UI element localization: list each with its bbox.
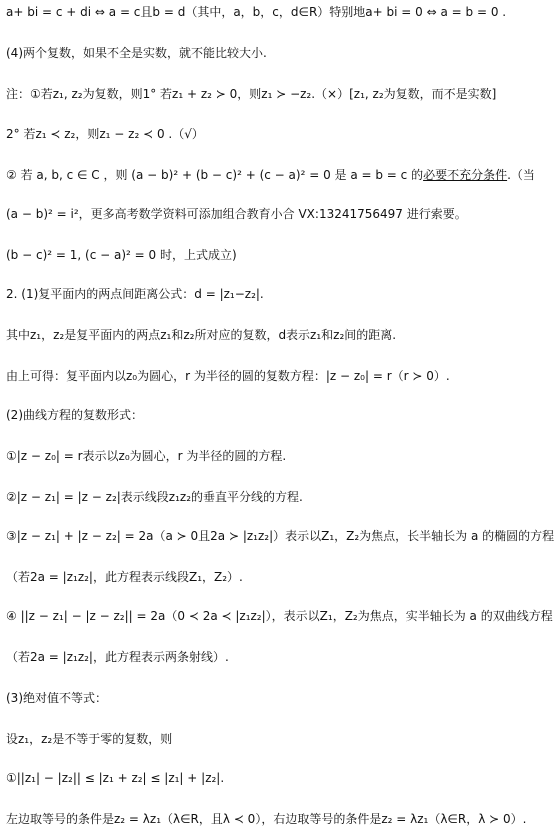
note-3-tail: .（当 <box>507 168 535 182</box>
line-note-3-end: (b − c)² = 1, (c − a)² = 0 时，上式成立) <box>6 248 237 262</box>
line-complex-equality: a+ bi = c + di ⇔ a = c且b = d（其中，a，b，c，d∈R）特别地a+ bi = 0 ⇔ a = b = 0 . <box>6 5 507 19</box>
line-curve-forms-heading: (2)曲线方程的复数形式： <box>6 408 143 422</box>
note-3-underlined-condition: 必要不充分条件 <box>423 168 508 182</box>
line-equality-conditions: 左边取等号的条件是z₂ = λz₁（λ∈R，且λ ≺ 0），右边取等号的条件是z₂ = λz₁（λ∈R，λ ≻ 0）. <box>6 812 527 826</box>
line-inequality-heading: (3)绝对值不等式： <box>6 691 107 705</box>
line-note-3-cont: (a − b)² = i²，更多高考数学资料可添加组合教育小合 VX:13241756497 进行索要。 <box>6 207 467 221</box>
note-3-text: ② 若 a, b, c ∈ C ，则 (a − b)² + (b − c)² + (c − a)² = 0 是 a = b = c 的 <box>6 168 424 182</box>
line-ellipse-note: （若2a = |z₁z₂|，此方程表示线段Z₁，Z₂）. <box>6 570 243 584</box>
line-inequality-formula: ①||z₁| − |z₂|| ≤ |z₁ + z₂| ≤ |z₁| + |z₂|. <box>6 771 225 785</box>
line-note-1: 注：①若z₁, z₂为复数，则1° 若z₁ + z₂ ≻ 0，则z₁ ≻ −z₂.（×）[z₁, z₂为复数，而不是实数] <box>6 87 497 101</box>
line-bisector-item: ②|z − z₁| = |z − z₂|表示线段z₁z₂的垂直平分线的方程. <box>6 490 303 504</box>
line-ellipse-item: ③|z − z₁| + |z − z₂| = 2a（a ≻ 0且2a ≻ |z₁z₂|）表示以Z₁，Z₂为焦点，长半轴长为 a 的椭圆的方程 <box>6 529 554 543</box>
line-note-2: 2° 若z₁ ≺ z₂，则z₁ − z₂ ≺ 0 .（√） <box>6 127 204 141</box>
line-distance-explain: 其中z₁，z₂是复平面内的两点z₁和z₂所对应的复数，d表示z₁和z₂间的距离. <box>6 328 397 342</box>
line-circle-equation: 由上可得：复平面内以z₀为圆心，r 为半径的圆的复数方程：|z − z₀| = r（r ≻ 0）. <box>6 369 450 383</box>
line-inequality-setup: 设z₁，z₂是不等于零的复数，则 <box>6 732 173 746</box>
line-hyperbola-item: ④ ||z − z₁| − |z − z₂|| = 2a（0 ≺ 2a ≺ |z₁z₂|），表示以Z₁，Z₂为焦点，实半轴长为 a 的双曲线方程 <box>6 609 553 623</box>
line-comparison-note: (4)两个复数，如果不全是实数，就不能比较大小. <box>6 46 267 60</box>
line-circle-item: ①|z − z₀| = r表示以z₀为圆心，r 为半径的圆的方程. <box>6 449 287 463</box>
line-note-3 <box>6 166 550 184</box>
line-distance-formula: 2. (1)复平面内的两点间距离公式：d = |z₁−z₂|. <box>6 287 264 301</box>
line-hyperbola-note: （若2a = |z₁z₂|，此方程表示两条射线）. <box>6 650 229 664</box>
